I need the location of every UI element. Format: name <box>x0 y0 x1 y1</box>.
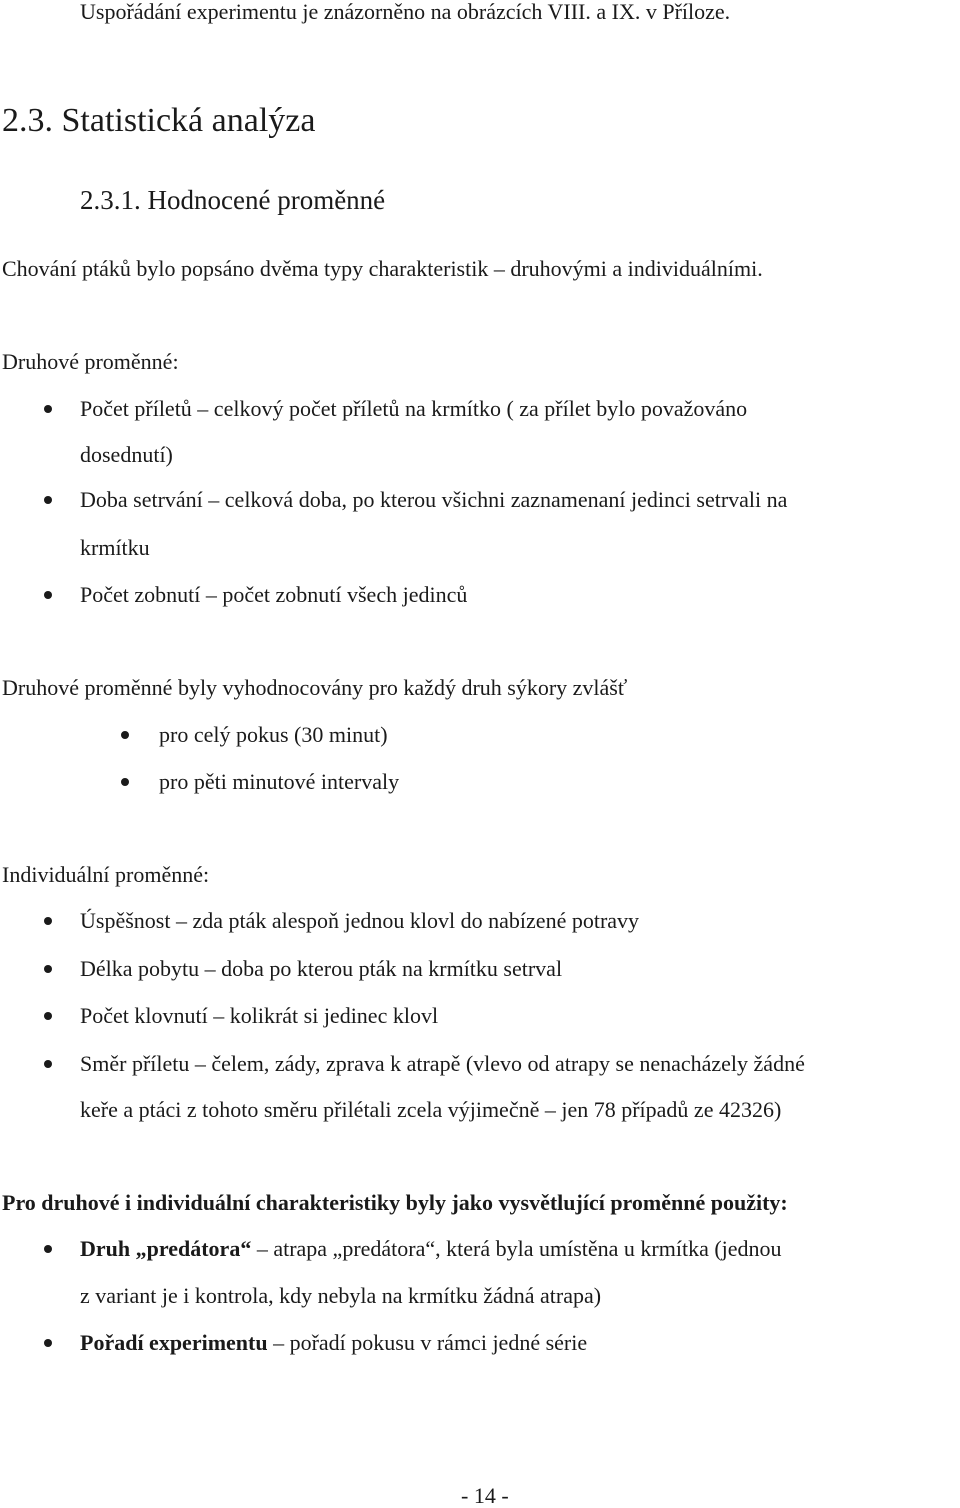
bullet-icon <box>121 778 129 786</box>
individual-variables-heading: Individuální proměnné: <box>2 862 210 887</box>
bullet-icon <box>44 591 52 599</box>
bullet-icon <box>44 1245 52 1253</box>
bullet-icon <box>121 731 129 739</box>
bullet-icon <box>44 1060 52 1068</box>
list-item: Počet klovnutí – kolikrát si jedinec klovl <box>80 1003 439 1028</box>
bullet-icon <box>44 917 52 925</box>
page-number: - 14 - <box>461 1483 509 1508</box>
list-item-continuation: z variant je i kontrola, kdy nebyla na krmítku žádná atrapa) <box>80 1283 602 1308</box>
term-label: Pořadí experimentu <box>80 1330 268 1355</box>
term-description: – atrapa „predátora“, která byla umístěna u krmítka (jednou <box>251 1236 782 1261</box>
sub-list-item: pro celý pokus (30 minut) <box>159 722 388 747</box>
section-heading: 2.3. Statistická analýza <box>2 102 316 139</box>
term-description: – pořadí pokusu v rámci jedné série <box>267 1330 588 1355</box>
intro-line: Uspořádání experimentu je znázorněno na obrázcích VIII. a IX. v Příloze. <box>80 0 731 24</box>
list-item: Směr příletu – čelem, zády, zprava k atrapě (vlevo od atrapy se nenacházely žádné <box>80 1051 805 1076</box>
bullet-icon <box>44 1339 52 1347</box>
list-item <box>80 1238 782 1260</box>
list-item <box>80 1332 587 1354</box>
explanatory-variables-heading: Pro druhové i individuální charakteristiky byly jako vysvětlující proměnné použity: <box>2 1190 788 1215</box>
list-item: Doba setrvání – celková doba, po kterou všichni zaznamenaní jedinci setrvali na <box>80 487 788 512</box>
paragraph-intro: Chování ptáků bylo popsáno dvěma typy charakteristik – druhovými a individuálními. <box>2 256 763 281</box>
evaluated-text: Druhové proměnné byly vyhodnocovány pro každý druh sýkory zvlášť <box>2 675 628 700</box>
bullet-icon <box>44 1012 52 1020</box>
list-item: Počet příletů – celkový počet příletů na krmítko ( za přílet bylo považováno <box>80 396 748 421</box>
list-item: Počet zobnutí – počet zobnutí všech jedinců <box>80 582 468 607</box>
list-item-continuation: krmítku <box>80 535 150 560</box>
bullet-icon <box>44 965 52 973</box>
term-label: Druh „predátora“ <box>80 1236 252 1261</box>
list-item-continuation: keře a ptáci z tohoto směru přilétali zcela výjimečně – jen 78 případů ze 42326) <box>80 1097 782 1122</box>
subsection-heading: 2.3.1. Hodnocené proměnné <box>80 185 386 215</box>
species-variables-heading: Druhové proměnné: <box>2 349 179 374</box>
bullet-icon <box>44 496 52 504</box>
bullet-icon <box>44 405 52 413</box>
sub-list-item: pro pěti minutové intervaly <box>159 769 400 794</box>
list-item: Úspěšnost – zda pták alespoň jednou klovl do nabízené potravy <box>80 908 640 933</box>
list-item: Délka pobytu – doba po kterou pták na krmítku setrval <box>80 956 563 981</box>
list-item-continuation: dosednutí) <box>80 442 173 467</box>
